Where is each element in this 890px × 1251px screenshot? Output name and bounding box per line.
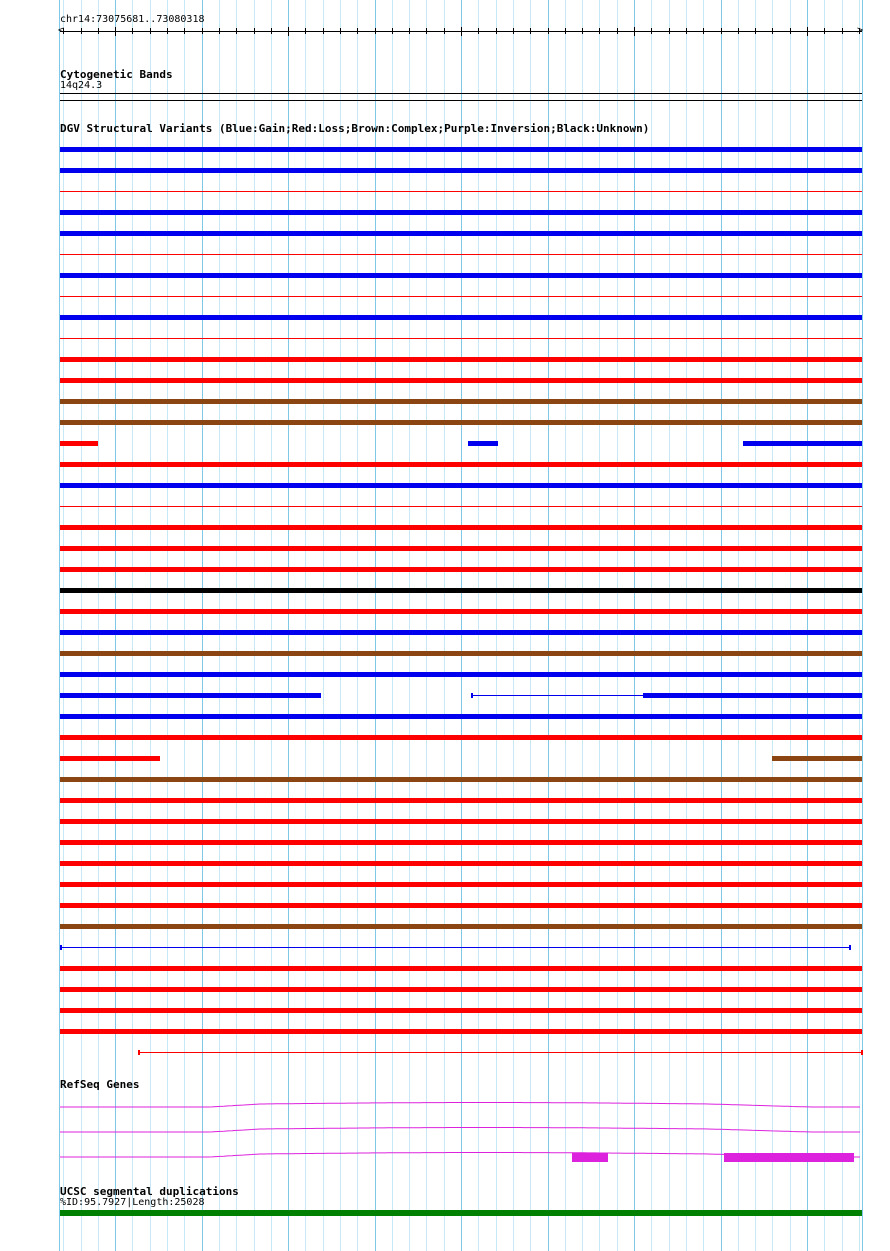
ruler-minor-tick xyxy=(651,28,652,34)
dgv-variant-bar xyxy=(643,693,862,698)
ruler-minor-tick xyxy=(565,28,566,34)
ruler-minor-tick xyxy=(824,28,825,34)
dgv-variant-bar xyxy=(60,168,862,173)
dgv-title: DGV Structural Variants (Blue:Gain;Red:Loss;Brown:Complex;Purple:Inversion;Black:Unknown) xyxy=(60,122,650,135)
dgv-variant-bar xyxy=(60,1029,862,1034)
refseq-title: RefSeq Genes xyxy=(60,1078,140,1091)
dgv-variant-bar xyxy=(60,273,862,278)
refseq-intron-line xyxy=(60,1128,860,1133)
segdup-title: UCSC segmental duplications xyxy=(60,1185,239,1198)
ruler-minor-tick xyxy=(530,28,531,34)
ruler-minor-tick xyxy=(599,28,600,34)
refseq-exon xyxy=(724,1153,854,1162)
refseq-exon xyxy=(572,1153,608,1162)
dgv-variant-bar xyxy=(772,756,862,761)
ruler-minor-tick xyxy=(150,28,151,34)
refseq-gene-model xyxy=(0,1149,890,1169)
ruler-minor-tick xyxy=(98,28,99,34)
ruler-minor-tick xyxy=(219,28,220,34)
ruler-minor-tick xyxy=(790,28,791,34)
segdup-label: %ID:95.7927|Length:25028 xyxy=(60,1197,205,1208)
refseq-gene-model xyxy=(0,1124,890,1144)
dgv-variant-bar xyxy=(60,609,862,614)
dgv-variant-bar xyxy=(60,441,98,446)
ruler-minor-tick xyxy=(254,28,255,34)
dgv-variant-bar xyxy=(60,210,862,215)
dgv-variant-bar xyxy=(60,861,862,866)
ruler-minor-tick xyxy=(271,28,272,34)
ruler-minor-tick xyxy=(444,28,445,34)
ruler-major-tick xyxy=(634,27,635,36)
dgv-variant-end-cap xyxy=(60,945,62,950)
dgv-variant-bar xyxy=(60,1008,862,1013)
ruler-minor-tick xyxy=(357,28,358,34)
ruler-minor-tick xyxy=(703,28,704,34)
ruler-minor-tick xyxy=(392,28,393,34)
dgv-variant-bar xyxy=(60,315,862,320)
ruler-minor-tick xyxy=(582,28,583,34)
dgv-variant-bar xyxy=(60,714,862,719)
cytoband-label: 14q24.3 xyxy=(60,80,103,91)
ruler-minor-tick xyxy=(426,28,427,34)
dgv-variant-line xyxy=(60,506,862,507)
cytoband-title: Cytogenetic Bands xyxy=(60,68,173,81)
ruler-minor-tick xyxy=(755,28,756,34)
ruler-minor-tick xyxy=(340,28,341,34)
dgv-variant-line xyxy=(60,191,862,192)
ruler-minor-tick xyxy=(617,28,618,34)
dgv-variant-bar xyxy=(60,840,862,845)
dgv-variant-bar xyxy=(60,672,862,677)
ruler-minor-tick xyxy=(842,28,843,34)
dgv-variant-bar xyxy=(60,777,862,782)
ruler-major-tick xyxy=(807,27,808,36)
ruler-major-tick xyxy=(115,27,116,36)
dgv-variant-bar xyxy=(60,756,160,761)
dgv-variant-bar xyxy=(60,399,862,404)
dgv-variant-bar xyxy=(60,420,862,425)
dgv-variant-bar xyxy=(60,462,862,467)
dgv-variant-end-cap xyxy=(861,1050,863,1055)
ruler-minor-tick xyxy=(513,28,514,34)
dgv-variant-end-cap xyxy=(471,693,473,698)
ruler-minor-tick xyxy=(478,28,479,34)
dgv-variant-end-cap xyxy=(849,945,851,950)
ruler-minor-tick xyxy=(81,28,82,34)
dgv-variant-bar xyxy=(60,588,862,593)
dgv-variant-bar xyxy=(743,441,862,446)
dgv-variant-line xyxy=(471,695,643,696)
ruler-minor-tick xyxy=(686,28,687,34)
dgv-variant-bar xyxy=(60,546,862,551)
dgv-variant-bar xyxy=(60,630,862,635)
dgv-variant-bar xyxy=(60,819,862,824)
dgv-variant-bar xyxy=(60,966,862,971)
dgv-variant-bar xyxy=(60,567,862,572)
ruler-minor-tick xyxy=(167,28,168,34)
dgv-variant-end-cap xyxy=(138,1050,140,1055)
dgv-variant-bar xyxy=(60,903,862,908)
dgv-variant-bar xyxy=(60,798,862,803)
ruler-minor-tick xyxy=(669,28,670,34)
segdup-bar xyxy=(60,1210,862,1216)
ruler-minor-tick xyxy=(323,28,324,34)
dgv-variant-bar xyxy=(60,987,862,992)
ruler-minor-tick xyxy=(548,28,549,34)
ruler-major-tick xyxy=(288,27,289,36)
dgv-variant-bar xyxy=(60,924,862,929)
dgv-variant-line xyxy=(60,254,862,255)
dgv-variant-bar xyxy=(60,378,862,383)
dgv-variant-bar xyxy=(60,483,862,488)
dgv-variant-bar xyxy=(60,651,862,656)
ruler-major-tick xyxy=(461,27,462,36)
dgv-variant-bar xyxy=(60,882,862,887)
ruler-minor-tick xyxy=(202,28,203,34)
ruler-minor-tick xyxy=(772,28,773,34)
ruler-minor-tick xyxy=(305,28,306,34)
dgv-variant-bar xyxy=(60,147,862,152)
dgv-variant-bar xyxy=(60,693,321,698)
ruler-left-arrow: < xyxy=(58,25,65,36)
dgv-variant-bar xyxy=(60,357,862,362)
refseq-gene-model xyxy=(0,1099,890,1119)
ruler-minor-tick xyxy=(132,28,133,34)
ruler-coords: chr14:73075681..73080318 xyxy=(60,14,205,25)
dgv-variant-line xyxy=(60,947,850,948)
ruler-right-arrow: > xyxy=(857,25,864,36)
dgv-variant-bar xyxy=(60,735,862,740)
ruler-minor-tick xyxy=(738,28,739,34)
ruler-minor-tick xyxy=(184,28,185,34)
ruler-minor-tick xyxy=(496,28,497,34)
dgv-variant-bar xyxy=(60,525,862,530)
ruler-minor-tick xyxy=(409,28,410,34)
refseq-intron-line xyxy=(60,1103,860,1108)
dgv-variant-bar xyxy=(60,231,862,236)
cytoband-bottom-line xyxy=(60,100,862,101)
ruler-minor-tick xyxy=(236,28,237,34)
dgv-variant-line xyxy=(60,296,862,297)
ruler-minor-tick xyxy=(375,28,376,34)
dgv-variant-bar xyxy=(468,441,498,446)
dgv-variant-line xyxy=(138,1052,862,1053)
ruler-minor-tick xyxy=(721,28,722,34)
dgv-variant-line xyxy=(60,338,862,339)
cytoband-top-line xyxy=(60,93,862,94)
